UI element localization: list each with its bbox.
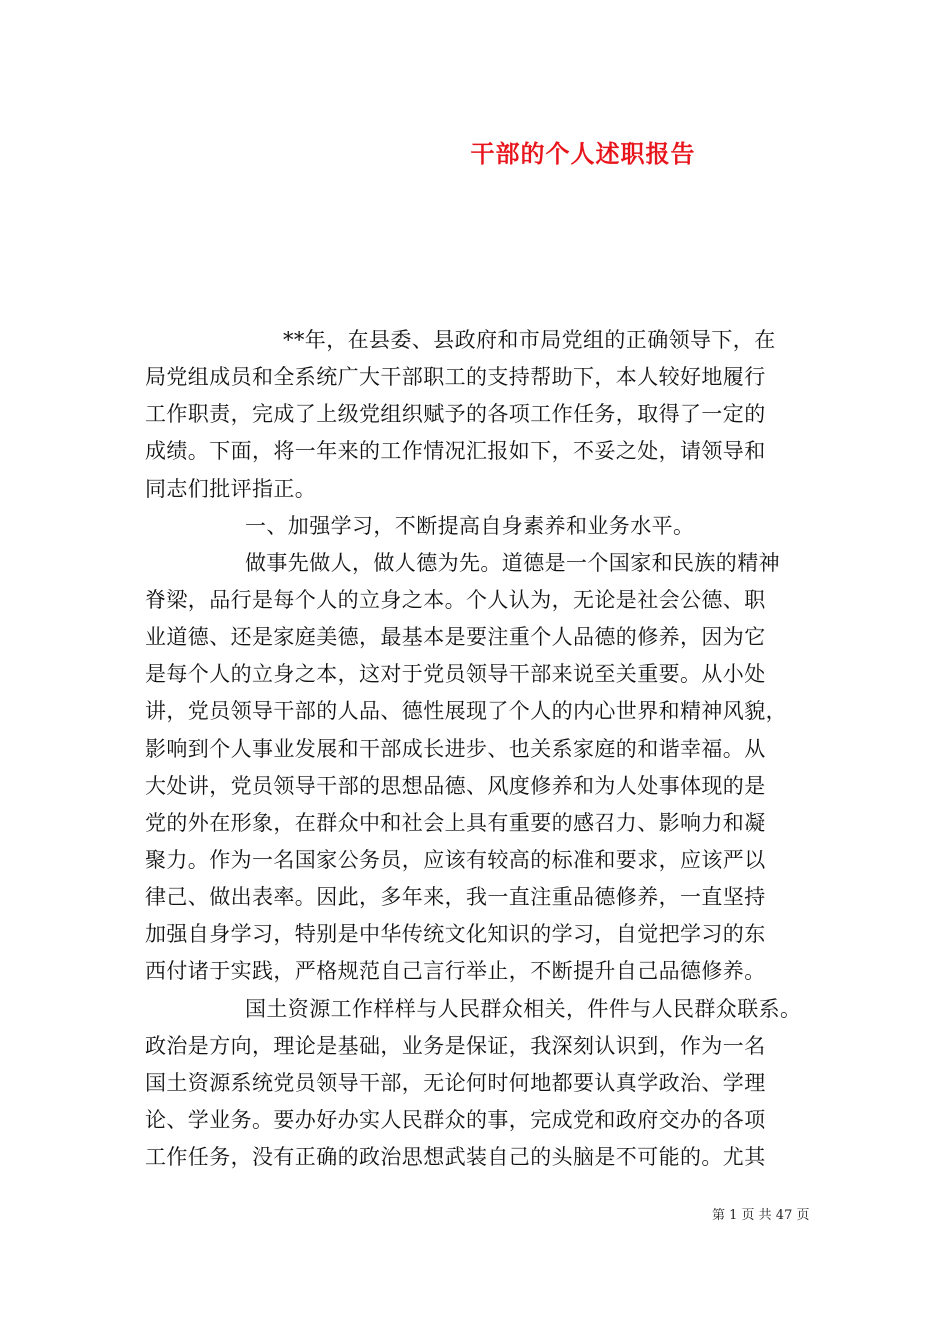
page-number: 第 1 页 共 47 页 — [712, 1208, 810, 1223]
paragraph-line: 讲，党员领导干部的人品、德性展现了个人的内心世界和精神风貌， — [145, 699, 787, 724]
paragraph-line: 党的外在形象，在群众中和社会上具有重要的感召力、影响力和凝 — [145, 810, 766, 835]
paragraph-line: 国土资源系统党员领导干部，无论何时何地都要认真学政治、学理 — [145, 1070, 766, 1095]
paragraph-line: 工作任务，没有正确的政治思想武装自己的头脑是不可能的。尤其 — [145, 1145, 766, 1170]
document-body — [145, 322, 835, 1176]
paragraph-line: **年，在县委、县政府和市局党组的正确领导下，在 — [283, 328, 776, 352]
section-heading: 一、加强学习，不断提高自身素养和业务水平。 — [245, 513, 695, 538]
paragraph-line: 是每个人的立身之本，这对于党员领导干部来说至关重要。从小处 — [145, 662, 766, 687]
paragraph-line: 影响到个人事业发展和干部成长进步、也关系家庭的和谐幸福。从 — [145, 736, 766, 761]
paragraph-line: 工作职责，完成了上级党组织赋予的各项工作任务，取得了一定的 — [145, 402, 766, 427]
paragraph-line: 聚力。作为一名国家公务员，应该有较高的标准和要求，应该严以 — [145, 847, 766, 872]
paragraph-line: 业道德、还是家庭美德，最基本是要注重个人品德的修养，因为它 — [145, 625, 766, 650]
paragraph-line: 加强自身学习，特别是中华传统文化知识的学习，自觉把学习的东 — [145, 922, 766, 947]
paragraph-line: 论、学业务。要办好办实人民群众的事，完成党和政府交办的各项 — [145, 1107, 766, 1132]
paragraph-line: 脊梁，品行是每个人的立身之本。个人认为，无论是社会公德、职 — [145, 587, 766, 612]
paragraph-line: 律己、做出表率。因此，多年来，我一直注重品德修养，一直坚持 — [145, 885, 766, 910]
document-title: 干部的个人述职报告 — [470, 139, 696, 168]
paragraph-line: 政治是方向，理论是基础，业务是保证，我深刻认识到，作为一名 — [145, 1033, 766, 1058]
paragraph-line: 局党组成员和全系统广大干部职工的支持帮助下，本人较好地履行 — [145, 365, 766, 390]
paragraph-line: 大处讲，党员领导干部的思想品德、风度修养和为人处事体现的是 — [145, 773, 766, 798]
paragraph-line: 国土资源工作样样与人民群众相关，件件与人民群众联系。 — [245, 996, 802, 1021]
paragraph-line: 做事先做人，做人德为先。道德是一个国家和民族的精神 — [245, 550, 780, 575]
paragraph-line: 成绩。下面，将一年来的工作情况汇报如下，不妥之处，请领导和 — [145, 439, 766, 464]
paragraph-line: 西付诸于实践，严格规范自己言行举止，不断提升自己品德修养。 — [145, 959, 766, 984]
paragraph-line: 同志们批评指正。 — [145, 476, 317, 501]
